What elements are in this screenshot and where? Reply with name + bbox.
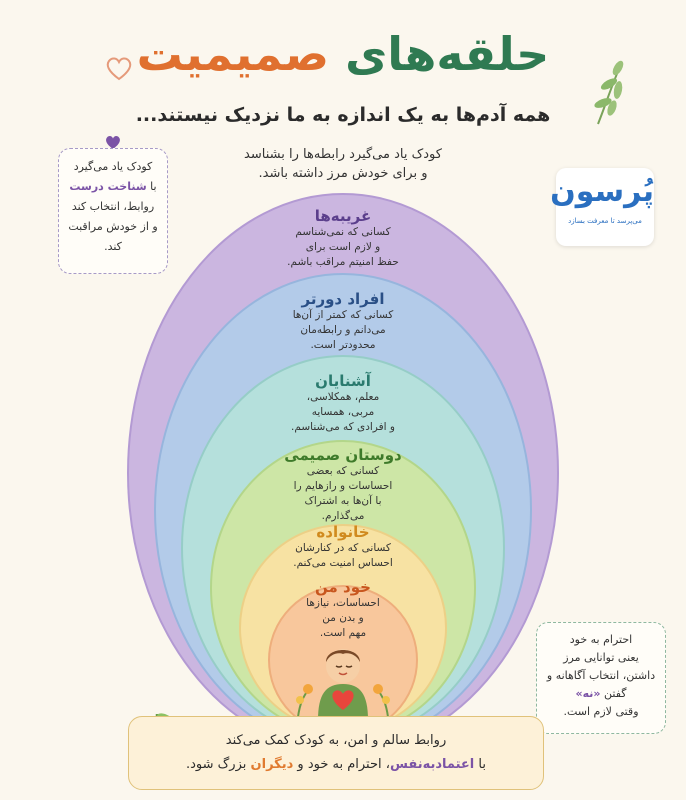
logo-tagline: می‌پرسد تا معرفت بسازد: [568, 217, 642, 225]
note-line: داشتن، انتخاب آگاهانه و: [546, 669, 656, 682]
ring-label-distant-people: [243, 290, 443, 353]
note-line: روابط، انتخاب کند: [71, 200, 155, 213]
ring-desc-line: حفظ امنیتم مراقب باشم.: [287, 256, 399, 268]
child-hugging-heart-icon: [288, 632, 398, 724]
ring-desc-line: احساسات و رازهایم را: [293, 480, 393, 492]
footer-highlight: دیگران: [250, 757, 294, 772]
note-line: کودک یاد می‌گیرد: [73, 160, 153, 173]
footer-line: روابط سالم و امن، به کودک کمک می‌کند: [225, 733, 447, 748]
ring-label-myself: [263, 578, 423, 641]
ring-desc-line: مربی، همسایه: [311, 406, 375, 418]
logo-word: پُرسون: [550, 174, 654, 209]
note-text: با: [150, 180, 157, 193]
note-line: احترام به خود: [569, 633, 633, 646]
ring-title: خانواده: [316, 523, 370, 541]
ring-label-acquaintances: [243, 372, 443, 435]
ring-desc-line: با آن‌ها به اشتراک: [304, 495, 382, 507]
note-line: و از خودش مراقبت: [68, 220, 158, 233]
ring-desc-line: احساس امنیت می‌کنم.: [293, 557, 393, 569]
title-part1: حلقه‌های: [345, 27, 550, 81]
note-line: یعنی توانایی مرز: [563, 651, 639, 664]
ring-desc-line: می‌دانم و رابطه‌مان: [300, 324, 386, 336]
subtitle: همه آدم‌ها به یک اندازه به ما نزدیک نیستند...: [135, 104, 551, 126]
ring-label-strangers: [243, 207, 443, 270]
ring-title: افراد دورتر: [301, 290, 385, 308]
ring-desc-line: محدودتر است.: [310, 339, 376, 351]
ring-title: آشنایان: [315, 372, 371, 390]
note-line: وقتی لازم است.: [563, 705, 639, 718]
ring-label-close-friends: [243, 446, 443, 524]
intro-line: و برای خودش مرز داشته باشد.: [258, 166, 428, 181]
note-line: کند.: [104, 240, 122, 253]
ring-title: غریبه‌ها: [314, 207, 372, 225]
note-text: گفتن: [604, 687, 627, 700]
ring-label-family: [243, 523, 443, 571]
ring-desc-line: مهم است.: [319, 627, 367, 639]
ring-desc-line: می‌گذارم.: [321, 510, 365, 522]
ring-desc-line: احساسات، نیازها: [306, 597, 380, 609]
title-part2: صمیمیت: [136, 27, 330, 81]
note-left: [58, 148, 168, 274]
intro-line: کودک یاد می‌گیرد رابطه‌ها را بشناسد: [244, 147, 442, 162]
footer-line: [129, 753, 543, 777]
ring-desc-line: کسانی که کمتر از آن‌ها: [292, 309, 394, 321]
note-highlight: «نه»: [575, 687, 601, 700]
footer-highlight: اعتمادبه‌نفس: [389, 757, 475, 772]
ring-title: خود من: [315, 578, 371, 596]
footer-text: ، احترام به خود و: [297, 757, 390, 772]
ring-desc-line: کسانی که نمی‌شناسم: [295, 226, 391, 238]
footer-message: [128, 716, 544, 790]
ring-desc-line: و بدن من: [322, 612, 364, 624]
note-right: [536, 622, 666, 734]
ring-desc-line: و لازم است برای: [305, 241, 381, 253]
note-line: [543, 685, 659, 703]
note-highlight: شناخت درست: [69, 180, 147, 193]
footer-text: با: [478, 757, 486, 772]
ring-desc-line: معلم، همکلاسی،: [306, 391, 380, 403]
footer-text: بزرگ شود.: [186, 757, 247, 772]
ring-title: دوستان صمیمی: [284, 446, 402, 464]
note-line: [65, 177, 161, 197]
ring-desc-line: کسانی که در کنارشان: [295, 542, 391, 554]
ring-desc-line: کسانی که بعضی: [306, 465, 380, 477]
ring-desc-line: و افرادی که می‌شناسم.: [291, 421, 395, 433]
